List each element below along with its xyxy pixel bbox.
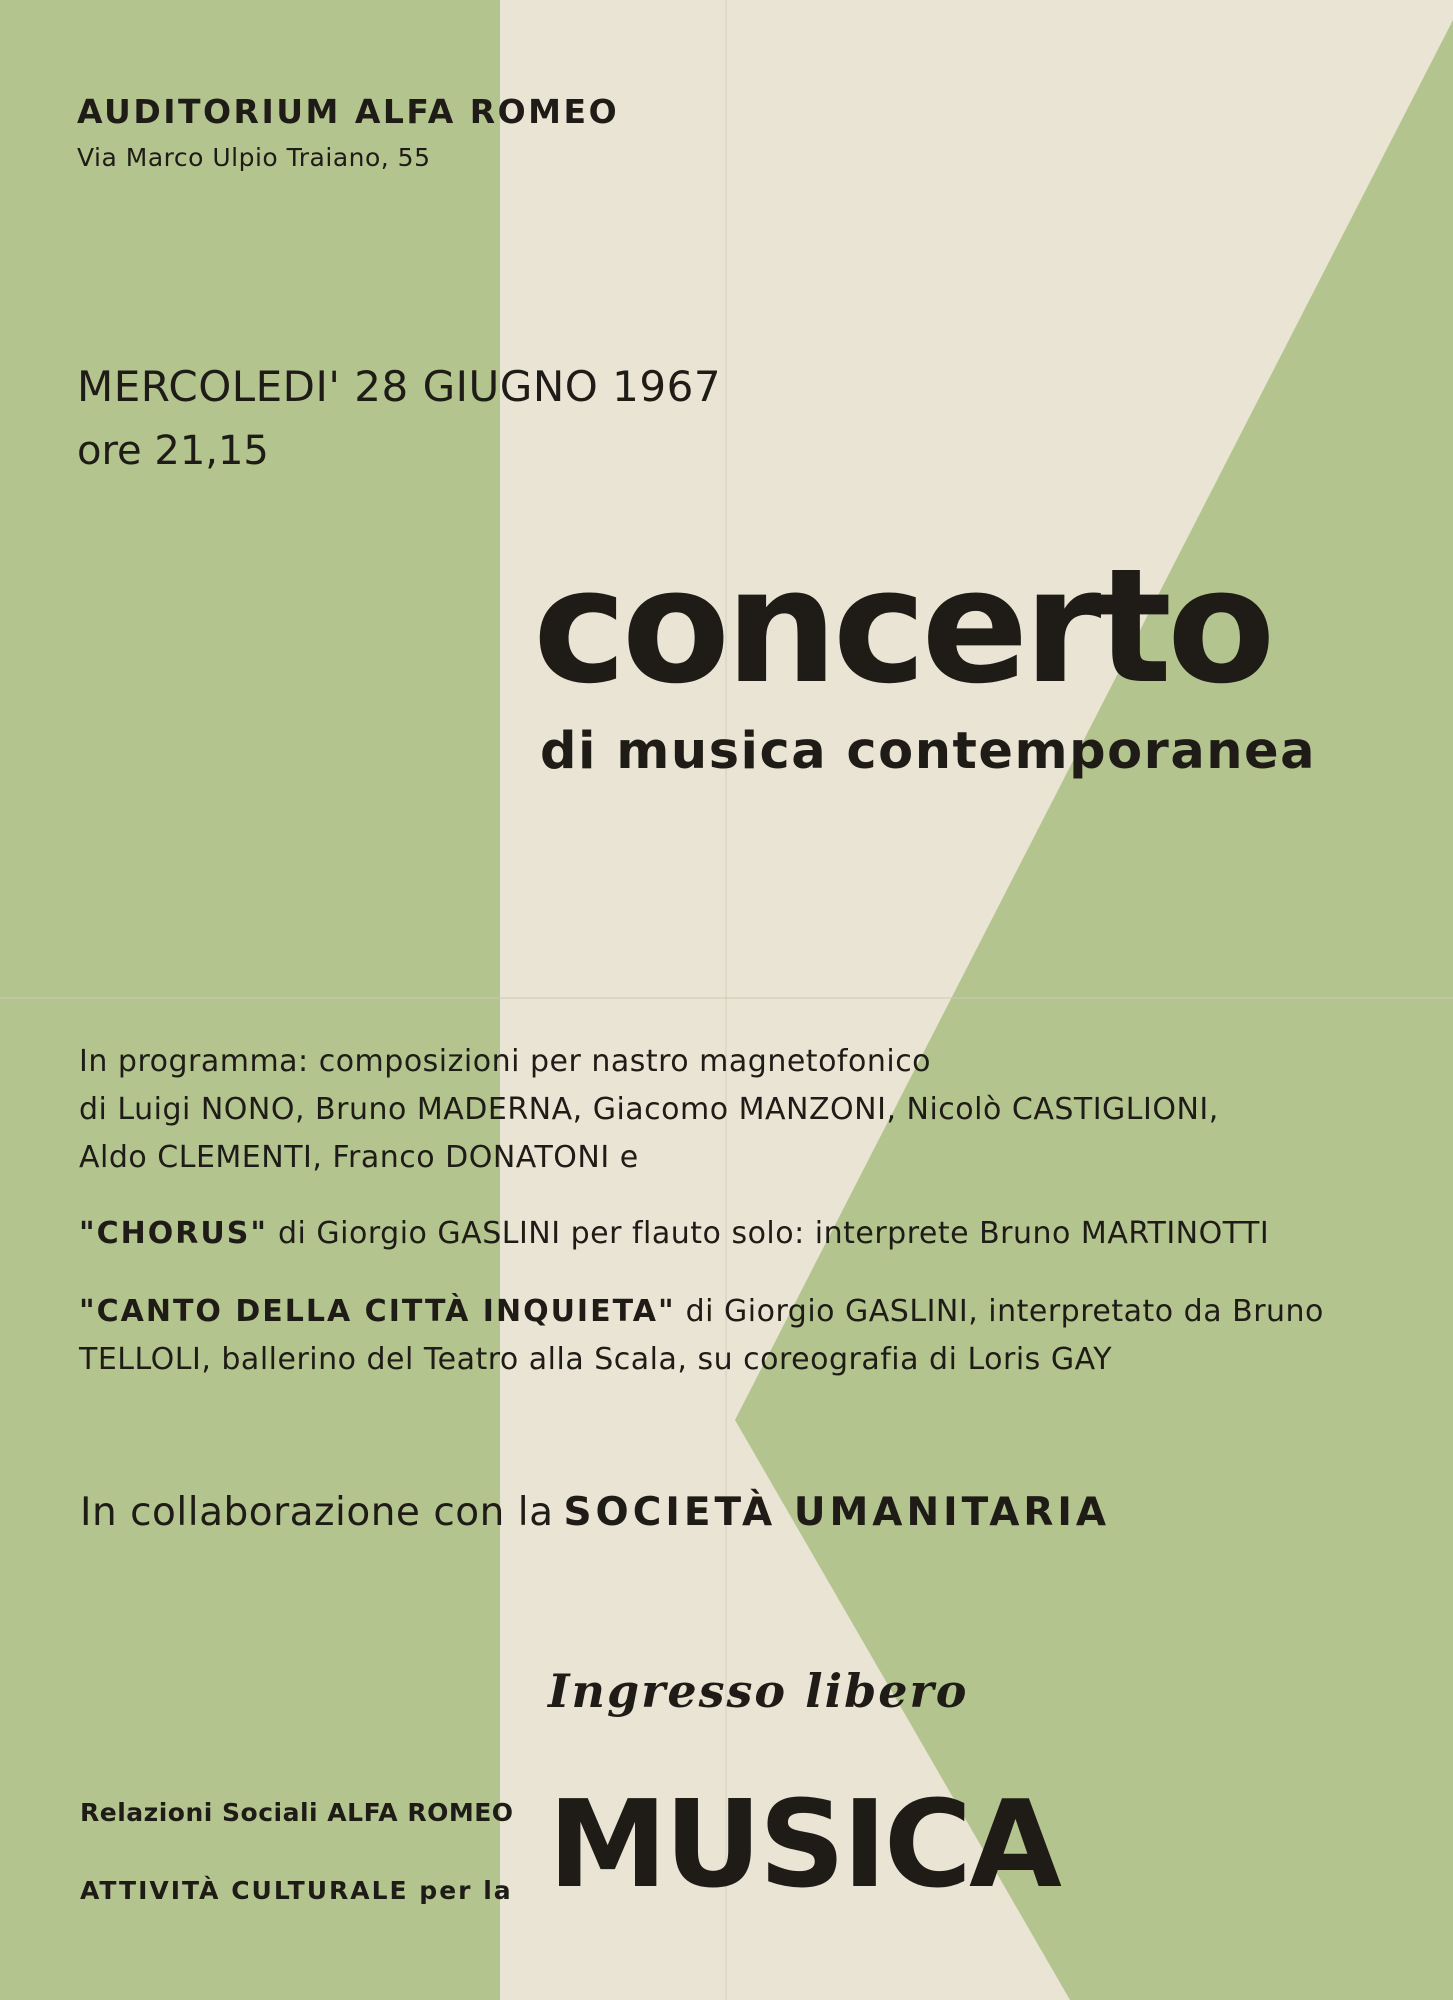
venue-name: AUDITORIUM ALFA ROMEO bbox=[77, 92, 620, 131]
program-canto-line-2: TELLOLI, ballerino del Teatro alla Scala, su coreografia di Loris GAY bbox=[79, 1342, 1113, 1377]
program-chorus-line bbox=[79, 1216, 1269, 1251]
green-left-band bbox=[0, 0, 500, 2000]
collaboration-prefix: In collaborazione con la bbox=[80, 1490, 554, 1535]
event-time: ore 21,15 bbox=[77, 428, 269, 474]
event-date: MERCOLEDI' 28 GIUGNO 1967 bbox=[77, 362, 722, 411]
concert-subtitle: di musica contemporanea bbox=[540, 722, 1317, 781]
collaboration-line bbox=[80, 1490, 1110, 1535]
canto-work-title: "CANTO DELLA CITTÀ INQUIETA" bbox=[79, 1294, 676, 1329]
concert-title: concerto bbox=[533, 535, 1271, 719]
collaboration-organization: SOCIETÀ UMANITARIA bbox=[563, 1490, 1111, 1535]
program-line-1: In programma: composizioni per nastro magnetofonico bbox=[79, 1044, 932, 1079]
program-canto-line-1 bbox=[79, 1294, 1324, 1329]
program-line-2: di Luigi NONO, Bruno MADERNA, Giacomo MANZONI, Nicolò CASTIGLIONI, bbox=[79, 1092, 1219, 1127]
admission-note: Ingresso libero bbox=[548, 1664, 969, 1718]
canto-details: di Giorgio GASLINI, interpretato da Bruno bbox=[675, 1294, 1324, 1329]
footer-big-word: MUSICA bbox=[548, 1776, 1059, 1915]
footer-line-2: ATTIVITÀ CULTURALE per la bbox=[80, 1876, 513, 1905]
venue-address: Via Marco Ulpio Traiano, 55 bbox=[77, 143, 431, 172]
chorus-details: di Giorgio GASLINI per flauto solo: interprete Bruno MARTINOTTI bbox=[267, 1216, 1270, 1251]
footer-line-1: Relazioni Sociali ALFA ROMEO bbox=[80, 1798, 514, 1827]
program-line-3: Aldo CLEMENTI, Franco DONATONI e bbox=[79, 1140, 639, 1175]
chorus-work-title: "CHORUS" bbox=[79, 1216, 268, 1251]
